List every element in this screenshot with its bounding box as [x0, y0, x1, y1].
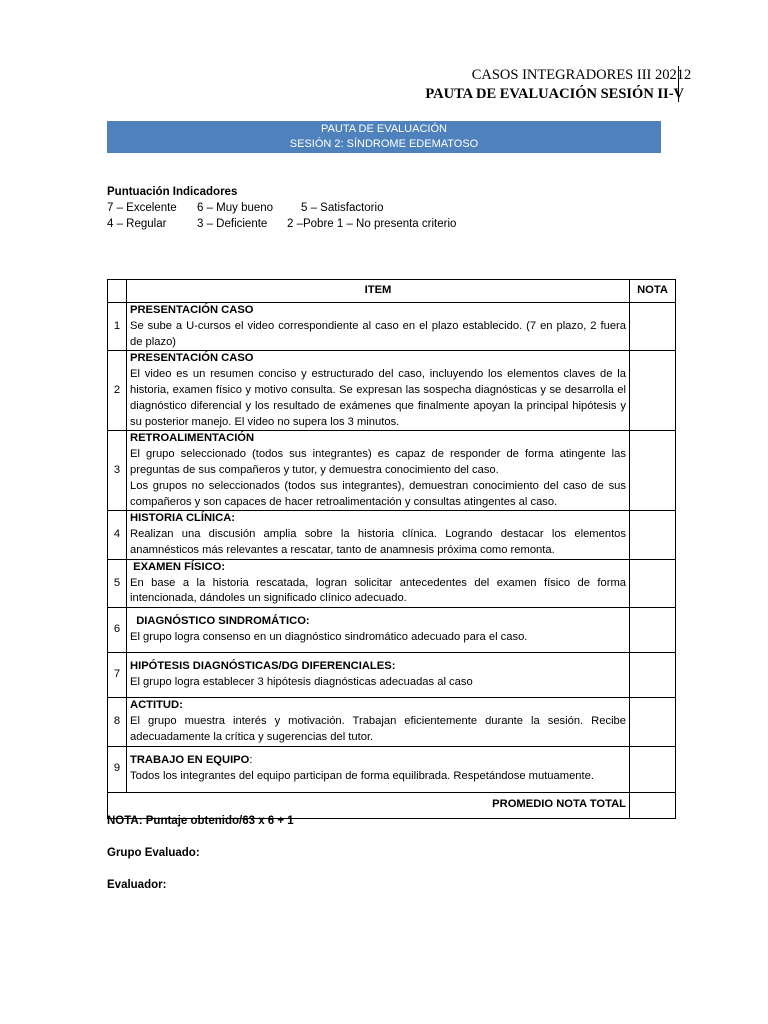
evaluation-table: [107, 279, 676, 819]
legend-score-3: 3 – Deficiente: [197, 218, 268, 230]
item-description: Realizan una discusión amplia sobre la historia clínica. Logrando destacar los elementos anamnésticos más relevantes a rescatar, tanto de anamnesis próxima como remonta.: [130, 528, 626, 556]
item-cell: [127, 698, 630, 746]
legend-score-4: 4 – Regular: [107, 218, 167, 230]
row-number: 3: [108, 431, 127, 511]
item-column-header: ITEM: [127, 280, 630, 303]
legend-row-2: [107, 216, 456, 232]
page-number: 2: [678, 66, 691, 102]
legend-score-2-1: 2 –Pobre 1 – No presenta criterio: [287, 218, 457, 230]
header-course-title: CASOS INTEGRADORES III 2021: [471, 67, 684, 83]
nota-cell[interactable]: [630, 746, 676, 792]
table-row: [108, 608, 676, 653]
item-description-2: Los grupos no seleccionados (todos sus integrantes), demuestran conocimiento del caso de sus compañeros y son capaces de hacer retroalimentación y consultas atingentes al caso.: [130, 479, 626, 508]
item-cell: [127, 303, 630, 351]
row-number: 2: [108, 351, 127, 431]
item-title: HISTORIA CLÍNICA:: [130, 512, 236, 525]
item-title: PRESENTACIÓN CASO: [130, 352, 254, 365]
group-evaluated-label: Grupo Evaluado:: [107, 847, 200, 859]
table-row: [108, 303, 676, 351]
item-description: El grupo logra consenso en un diagnóstico sindromático adecuado para el caso.: [130, 631, 528, 644]
legend-score-5: 5 – Satisfactorio: [301, 202, 384, 214]
item-cell: [127, 559, 630, 607]
legend-score-6: 6 – Muy bueno: [197, 202, 274, 214]
item-title: HIPÓTESIS DIAGNÓSTICAS/DG DIFERENCIALES:: [130, 660, 396, 673]
table-row: [108, 746, 676, 792]
nota-cell[interactable]: [630, 608, 676, 653]
table-row: [108, 698, 676, 746]
item-description: El video es un resumen conciso y estructurado del caso, incluyendo los elementos claves de la historia, examen físico y motivo consulta. Se expresan las sospecha diagnósticas y se desarrolla el diagnóstico diferencial y los resultado de exámenes que finalmente apoyan la principal hipótesis y su posterior manejo. El video no supera los 3 minutos.: [130, 368, 626, 428]
document-header: [425, 66, 684, 104]
item-description: El grupo seleccionado (todos sus integrantes) es capaz de responder de forma atingente las preguntas de sus compañeros y tutor, y demuestra conocimiento del caso.: [130, 448, 626, 476]
item-title: PRESENTACIÓN CASO: [130, 304, 254, 316]
item-cell: [127, 746, 630, 792]
nota-cell[interactable]: [630, 351, 676, 431]
row-number: 7: [108, 653, 127, 698]
item-cell: [127, 653, 630, 698]
nota-cell[interactable]: [630, 303, 676, 351]
item-title: RETROALIMENTACIÓN: [130, 432, 255, 445]
number-column-header: [108, 280, 127, 303]
item-description: Todos los integrantes del equipo participan de forma equilibrada. Respetándose mutuamente.: [130, 770, 594, 783]
row-number: 4: [108, 511, 127, 559]
evaluator-label: Evaluador:: [107, 879, 167, 891]
item-title: DIAGNÓSTICO SINDROMÁTICO:: [130, 615, 310, 628]
legend-score-7: 7 – Excelente: [107, 202, 177, 214]
table-row: [108, 431, 676, 511]
table-row: [108, 559, 676, 607]
item-description: Se sube a U-cursos el video correspondiente al caso en el plazo establecido. (7 en plazo, 2 fuera de plazo): [130, 319, 626, 348]
item-cell: [127, 511, 630, 559]
header-document-title: PAUTA DE EVALUACIÓN SESIÓN II-V: [425, 86, 684, 102]
item-cell: [127, 608, 630, 653]
nota-cell[interactable]: [630, 511, 676, 559]
item-cell: [127, 431, 630, 511]
item-description: El grupo muestra interés y motivación. Trabajan eficientemente durante la sesión. Recibe adecuadamente la crítica y sugerencias del tutor.: [130, 714, 626, 743]
nota-cell[interactable]: [630, 698, 676, 746]
item-title-suffix: :: [249, 754, 253, 767]
item-cell: [127, 351, 630, 431]
item-description: En base a la historia rescatada, logran solicitar antecedentes del examen físico de forma intencionada, dándoles un significado clínico adecuado.: [130, 576, 626, 605]
table-row: [108, 351, 676, 431]
title-banner: [107, 121, 661, 153]
item-title: ACTITUD:: [130, 699, 183, 712]
table-row: [108, 653, 676, 698]
table-row: [108, 511, 676, 559]
item-description: El grupo logra establecer 3 hipótesis diagnósticas adecuadas al caso: [130, 676, 473, 689]
table-header-row: [108, 280, 676, 303]
nota-cell[interactable]: [630, 653, 676, 698]
banner-subtitle: SESIÓN 2: SÍNDROME EDEMATOSO: [289, 137, 479, 150]
row-number: 5: [108, 559, 127, 607]
banner-title: PAUTA DE EVALUACIÓN: [321, 123, 447, 135]
legend-row-1: [107, 200, 456, 216]
nota-column-header: NOTA: [630, 280, 676, 303]
grading-formula: NOTA: Puntaje obtenido/63 x 6 + 1: [107, 815, 294, 827]
item-title: EXAMEN FÍSICO:: [130, 560, 226, 573]
total-label: PROMEDIO NOTA TOTAL: [108, 792, 630, 818]
row-number: 6: [108, 608, 127, 653]
legend-title: Puntuación Indicadores: [107, 186, 238, 198]
score-legend: [107, 184, 456, 232]
row-number: 8: [108, 698, 127, 746]
nota-cell[interactable]: [630, 431, 676, 511]
total-nota-cell[interactable]: [630, 792, 676, 818]
row-number: 9: [108, 746, 127, 792]
nota-cell[interactable]: [630, 559, 676, 607]
row-number: 1: [108, 303, 127, 351]
item-title: TRABAJO EN EQUIPO: [130, 754, 250, 767]
